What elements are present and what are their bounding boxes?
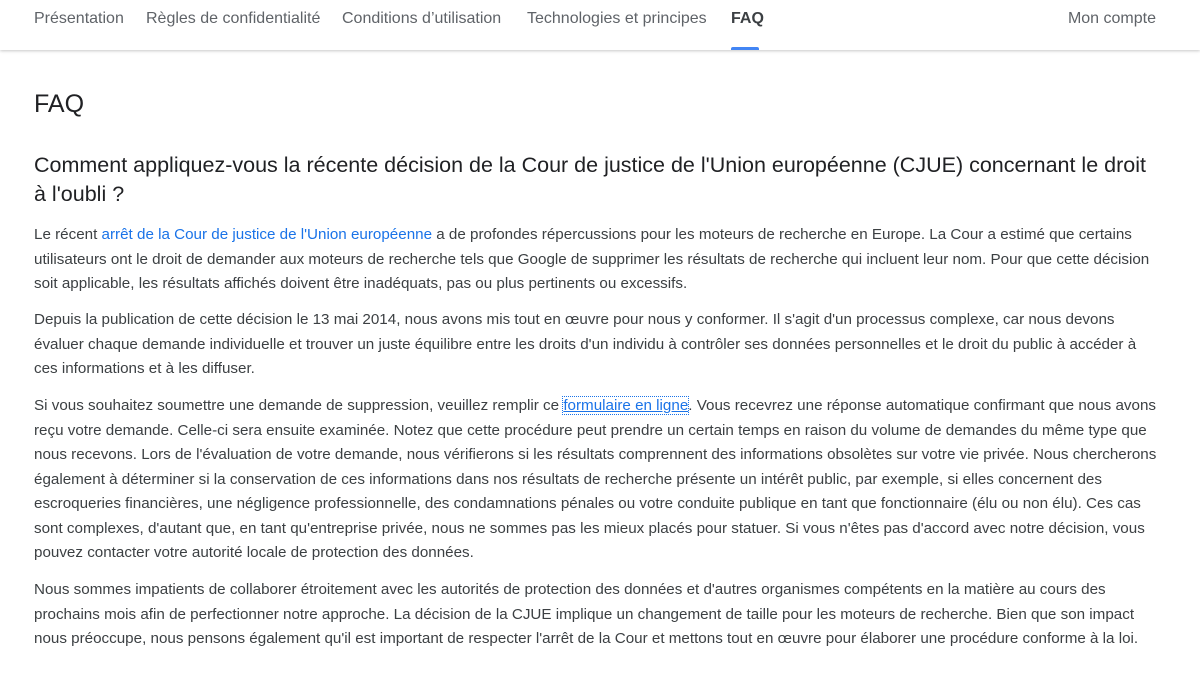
paragraph-1-text-end: a de profondes répercussions pour les moteurs de recherche en Europe. La Cour a estimé que certains utilisateurs ont le droit de demander aux moteurs de recherche tels que Google de supprimer les résultats de recherche qui incluent leur nom. Pour que cette décision soit applicable, les résultats affichés doivent être inadéquats, pas ou plus pertinents ou excessifs. — [34, 226, 1150, 292]
active-tab-indicator — [731, 47, 759, 50]
paragraph-1-text-start: Le récent — [34, 226, 102, 243]
paragraph-1 — [34, 223, 1162, 297]
tab-terms-of-use[interactable]: Conditions d’utilisation — [342, 10, 502, 27]
tab-privacy-rules[interactable]: Règles de confidentialité — [146, 10, 321, 27]
my-account-link[interactable]: Mon compte — [1067, 10, 1156, 27]
online-form-link[interactable]: formulaire en ligne — [563, 397, 689, 414]
top-navigation — [0, 0, 1200, 50]
paragraph-4: Nous sommes impatients de collaborer étroitement avec les autorités de protection des données et d'autres organismes compétents en la matière au cours des prochains mois afin de perfectionner notre approche. La décision de la CJUE implique un changement de taille pour les moteurs de recherche. Bien que son impact nous préoccupe, nous pensons également qu'il est important de respecter l'arrêt de la Cour et mettons tout en œuvre pour élaborer une procédure conforme à la loi. — [34, 581, 1139, 647]
paragraph-3-text-start: Si vous souhaitez soumettre une demande de suppression, veuillez remplir ce — [34, 397, 564, 414]
tab-faq[interactable] — [731, 0, 764, 50]
tab-presentation[interactable]: Présentation — [34, 10, 124, 27]
tab-faq-label: FAQ — [731, 10, 764, 27]
faq-question: Comment appliquez-vous la récente décision de la Cour de justice de l'Union européenne (CJUE) concernant le droit à l'oubli ? — [34, 153, 1146, 206]
cjeu-ruling-link[interactable]: arrêt de la Cour de justice de l'Union européenne — [101, 226, 433, 243]
page-title: FAQ — [34, 90, 85, 118]
paragraph-2: Depuis la publication de cette décision le 13 mai 2014, nous avons mis tout en œuvre pour nous y conformer. Il s'agit d'un processus complexe, car nous devons évaluer chaque demande individuelle et trouver un juste équilibre entre les droits d'un individu à contrôler ses données personnelles et le droit du public à accéder à ces informations et à les diffuser. — [34, 311, 1137, 377]
paragraph-3-text-end: . Vous recevrez une réponse automatique confirmant que nous avons reçu votre demande. Celle-ci sera ensuite examinée. Notez que cette procédure peut prendre un certain temps en raison du volume de demandes du même type que nous recevons. Lors de l'évaluation de votre demande, nous vérifierons si les résultats comprennent des informations obsolètes sur votre vie privée. Nous chercherons également à déterminer si la conservation de ces informations dans nos résultats de recherche présente un intérêt public, par exemple, si elles concernent des escroqueries financières, une négligence professionnelle, des condamnations pénales ou votre conduite publique en tant que fonctionnaire (élu ou non élu). Ces cas sont complexes, d'autant que, en tant qu'entreprise privée, nous ne sommes pas les mieux placés pour statuer. Si vous n'êtes pas d'accord avec notre décision, vous pouvez contacter votre autorité locale de protection des données. — [34, 397, 1157, 561]
tab-technologies[interactable]: Technologies et principes — [527, 10, 707, 27]
paragraph-3 — [34, 394, 1162, 566]
